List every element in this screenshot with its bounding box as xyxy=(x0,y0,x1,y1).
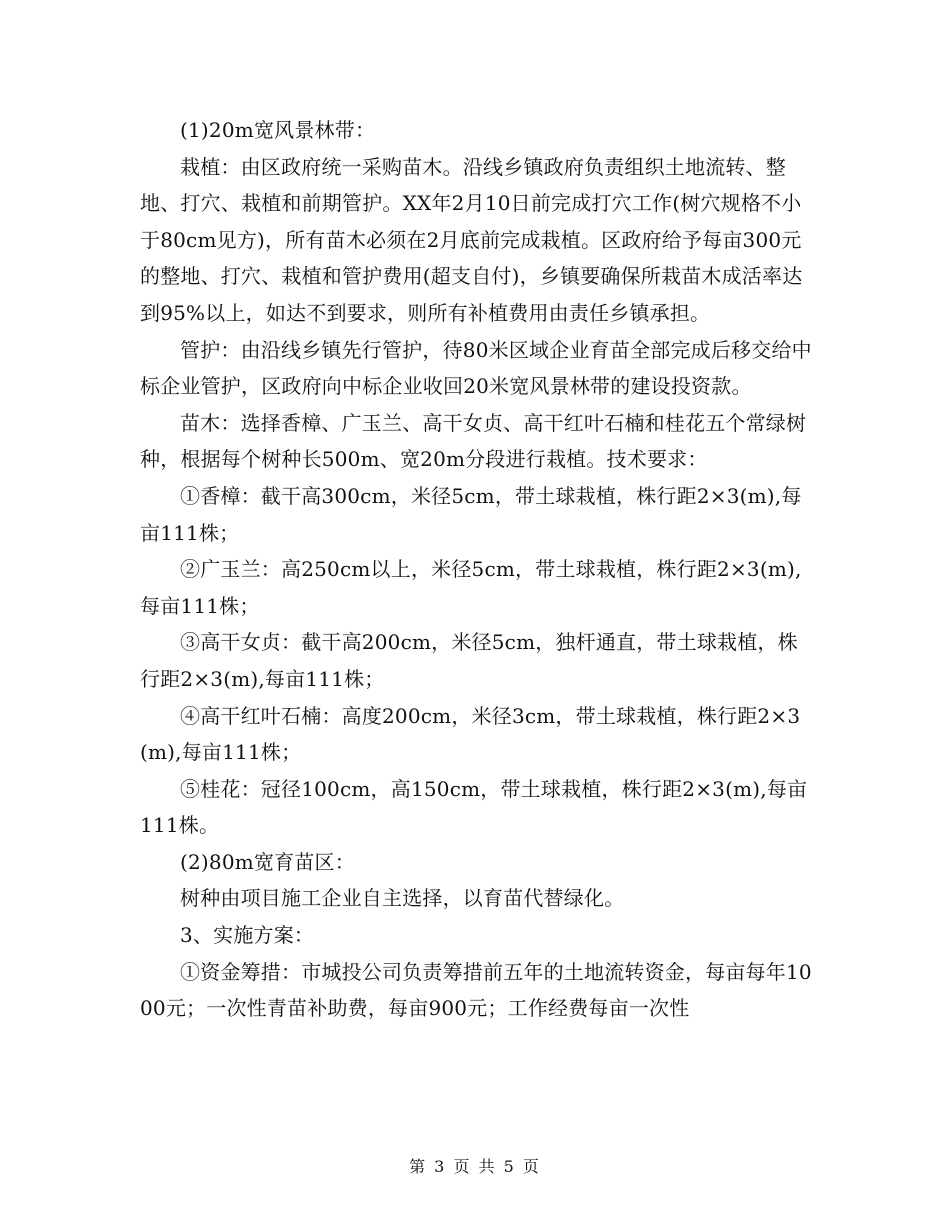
paragraph-nursery-species: 树种由项目施工企业自主选择，以育苗代替绿化。 xyxy=(180,886,625,911)
paragraph-seedlings: 苗木：选择香樟、广玉兰、高干女贞、高干红叶石楠和桂花五个常绿树种，根据每个树种长500m、宽20m分段进行栽植。技术要求： xyxy=(140,410,807,472)
page-number-footer: 第 3 页 共 5 页 xyxy=(409,1157,541,1176)
list-item-photinia: ④高干红叶石楠：高度200cm，米径3cm，带土球栽植，株行距2×3(m),每亩111株； xyxy=(140,703,801,765)
paragraph-maintenance: 管护：由沿线乡镇先行管护，待80米区域企业育苗全部完成后移交给中标企业管护，区政府向中标企业收回20米宽风景林带的建设投资款。 xyxy=(140,337,812,399)
section-heading-implementation: 3、实施方案： xyxy=(180,923,315,948)
paragraph-funding: ①资金筹措：市城投公司负责筹措前五年的土地流转资金，每亩每年1000元；一次性青苗补助费，每亩900元；工作经费每亩一次性 xyxy=(140,959,812,1021)
list-item-camphor: ①香樟：截干高300cm，米径5cm，带土球栽植，株行距2×3(m),每亩111株； xyxy=(140,483,802,545)
list-item-privet: ③高干女贞：截干高200cm，米径5cm，独杆通直，带土球栽植，株行距2×3(m),每亩111株； xyxy=(140,630,798,691)
list-item-osmanthus: ⑤桂花：冠径100cm，高150cm，带土球栽植，株行距2×3(m),每亩111株。 xyxy=(140,776,808,838)
document-body xyxy=(140,112,812,1027)
section-heading-windbreak: (1)20m宽风景林带： xyxy=(180,118,376,142)
section-heading-nursery: (2)80m宽育苗区： xyxy=(180,849,355,874)
list-item-magnolia: ②广玉兰：高250cm以上，米径5cm，带土球栽植，株行距2×3(m),每亩111株； xyxy=(140,557,802,618)
paragraph-planting: 栽植：由区政府统一采购苗木。沿线乡镇政府负责组织土地流转、整地、打穴、栽植和前期管护。XX年2月10日前完成打穴工作(树穴规格不小于80cm见方)，所有苗木必须在2月底前完成栽植。区政府给予每亩300元的整地、打穴、栽植和管护费用(超支自付)，乡镇要确保所栽苗木成活率达到95%以上，如达不到要求，则所有补植费用由责任乡镇承担。 xyxy=(140,154,803,325)
